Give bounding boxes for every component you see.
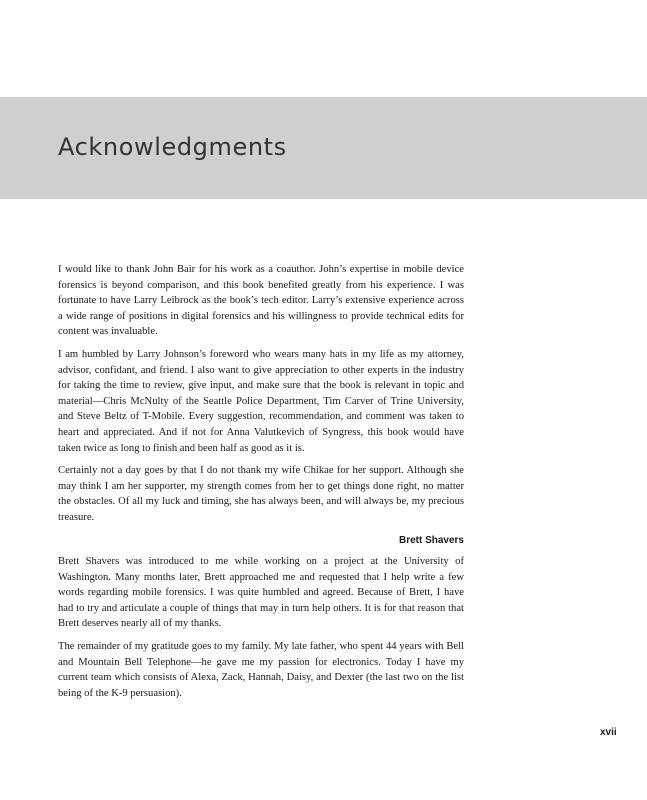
paragraph: The remainder of my gratitude goes to my family. My late father, who spent 44 years with Bell and Mountain Bell Telephone—he gave me my passion for electronics. Today I have my current team which consists of Alexa, Zack, Hannah, Daisy, and Dexter (the last two on the list being of the K-9 persuasion). xyxy=(58,641,464,699)
author-signature: Brett Shavers xyxy=(398,534,464,546)
page-number: xvii xyxy=(600,727,617,738)
chapter-title: Acknowledgments xyxy=(58,133,287,161)
body-text xyxy=(58,262,464,708)
paragraph: Brett Shavers was introduced to me while working on a project at the University of Washington. Many months later, Brett approached me and requested that I help write a few words regarding mobile forensics. I was quite humbled and agreed. Because of Brett, I have had to try and articulate a couple of things that may in turn help others. It is for that reason that Brett deserves nearly all of my thanks. xyxy=(58,556,464,630)
paragraph: I would like to thank John Bair for his work as a coauthor. John’s expertise in mobile device forensics is beyond comparison, and this book benefited greatly from his experience. I was fortunate to have Larry Leibrock as the book’s tech editor. Larry’s extensive experience across a wide range of positions in digital forensics and his willingness to provide technical edits for content was invaluable. xyxy=(58,264,464,338)
chapter-title-banner xyxy=(0,97,647,199)
paragraph: I am humbled by Larry Johnson’s foreword who wears many hats in my life as my attorney, advisor, confidant, and friend. I also want to give appreciation to other experts in the industry for taking the time to review, give input, and make sure that the book is relevant in topic and material—Chris McNulty of the Seattle Police Department, Tim Carver of Trine University, and Steve Beltz of T-Mobile. Every suggestion, recommendation, and comment was taken to heart and appreciated. And if not for Anna Valutkevich of Syngress, this book would have taken twice as long to finish and been half as good as it is. xyxy=(58,348,464,454)
paragraph: Certainly not a day goes by that I do not thank my wife Chikae for her support. Although she may think I am her supporter, my strength comes from her to get things done right, no matter the obstacles. Of all my luck and timing, she has always been, and will always be, my precious treasure. xyxy=(58,465,464,523)
